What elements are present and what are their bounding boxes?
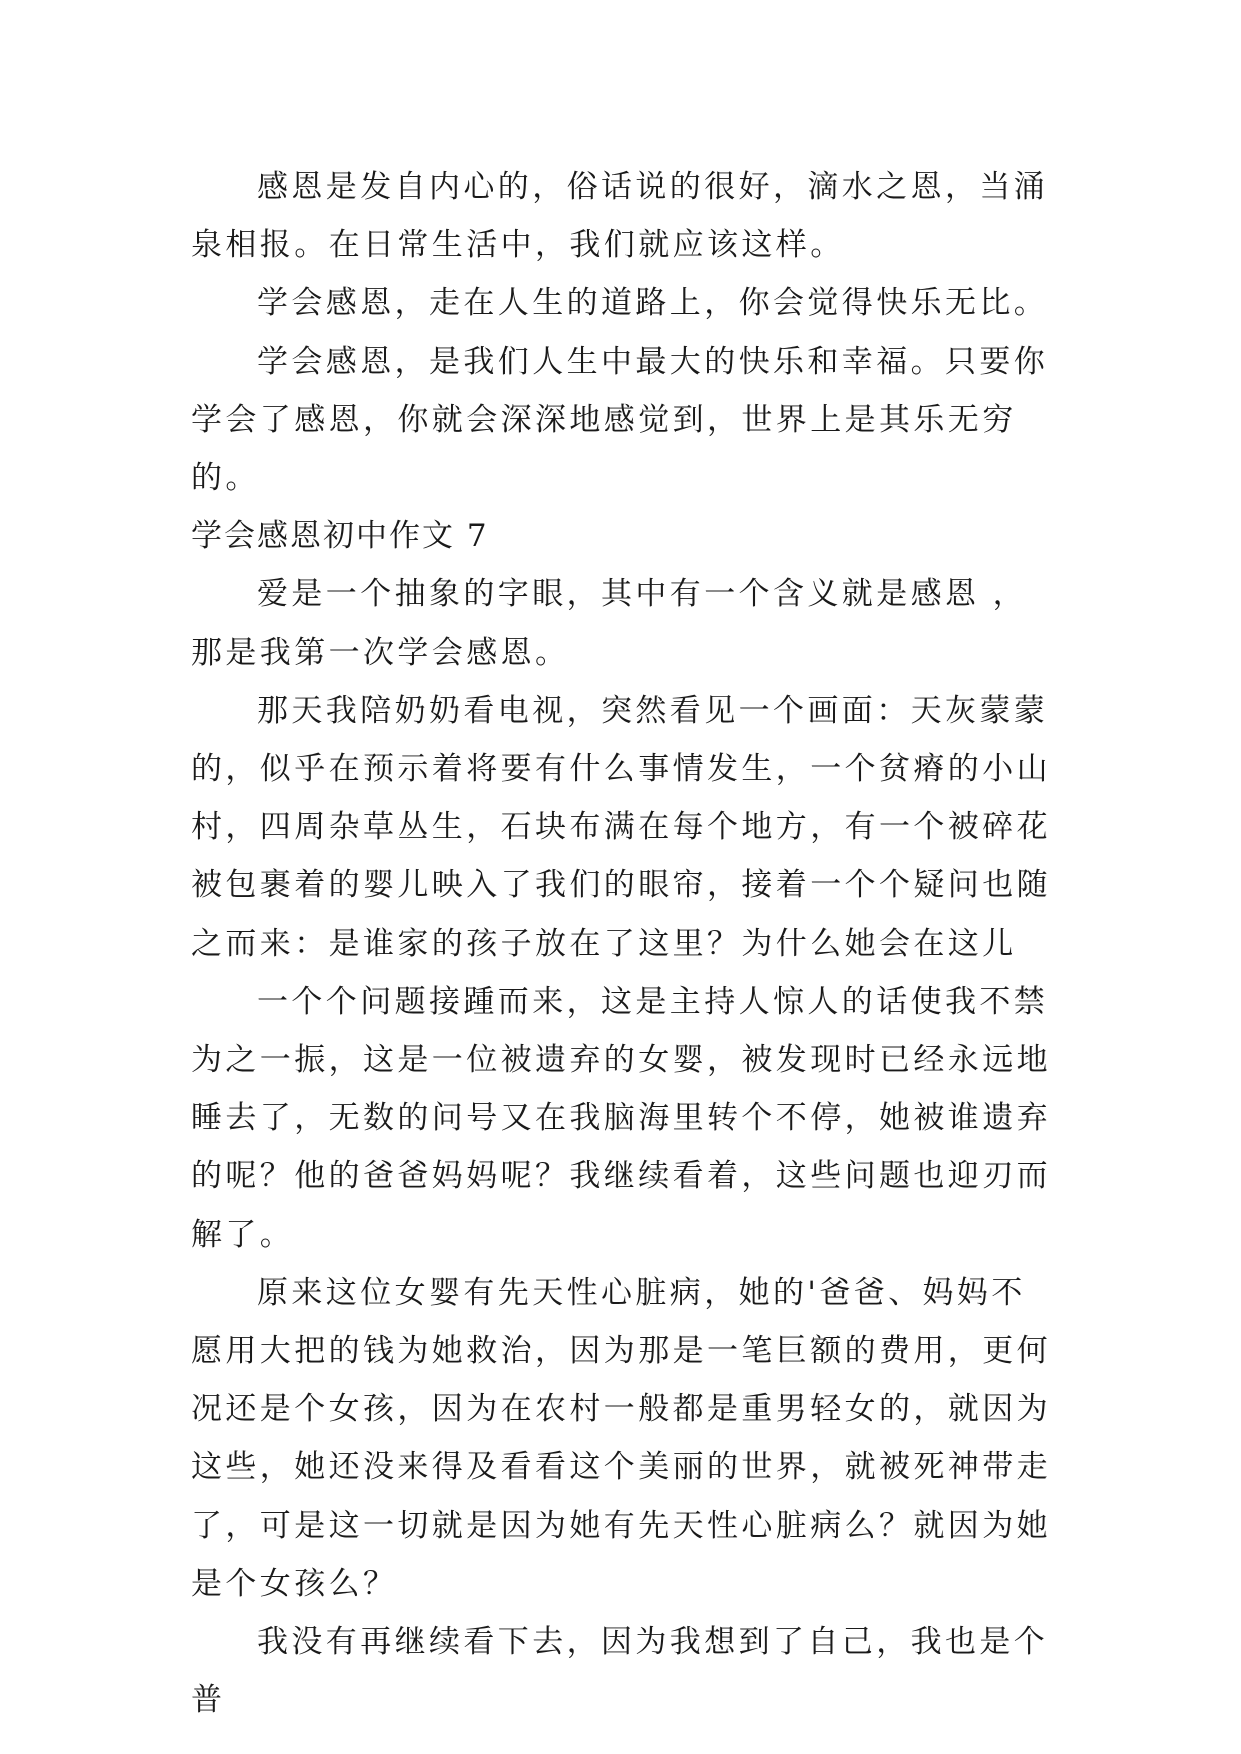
paragraph: 那天我陪奶奶看电视，突然看见一个画面：天灰蒙蒙的，似乎在预示着将要有什么事情发生，一个贫瘠的小山村，四周杂草丛生，石块布满在每个地方，有一个被碎花被包裹着的婴儿映入了我们的眼帘，接着一个个疑问也随之而来：是谁家的孩子放在了这里？为什么她会在这儿 xyxy=(191,692,1051,962)
paragraph: 原来这位女婴有先天性心脏病，她的'爸爸、妈妈不愿用大把的钱为她救治，因为那是一笔巨额的费用，更何况还是个女孩，因为在农村一般都是重男轻女的，就因为这些，她还没来得及看看这个美丽的世界，就被死神带走了，可是这一切就是因为她有先天性心脏病么？就因为她是个女孩么？ xyxy=(191,1274,1051,1602)
paragraph: 学会感恩，是我们人生中最大的快乐和幸福。只要你学会了感恩，你就会深深地感觉到，世界上是其乐无穷的。 xyxy=(191,343,1049,497)
essay-title: 学会感恩初中作文 7 xyxy=(191,518,489,555)
paragraph: 爱是一个抽象的字眼，其中有一个含义就是感恩 ，那是我第一次学会感恩。 xyxy=(191,576,1028,671)
paragraph: 学会感恩，走在人生的道路上，你会觉得快乐无比。 xyxy=(257,285,1049,322)
paragraph: 我没有再继续看下去，因为我想到了自己，我也是个普 xyxy=(191,1624,1049,1719)
essay-body xyxy=(191,158,1051,1729)
paragraph: 一个个问题接踵而来，这是主持人惊人的话使我不禁为之一振，这是一位被遗弃的女婴，被发现时已经永远地睡去了，无数的问号又在我脑海里转个不停，她被谁遗弃的呢？他的爸爸妈妈呢？我继续看着，这些问题也迎刃而解了。 xyxy=(191,983,1051,1253)
paragraph: 感恩是发自内心的，俗话说的很好，滴水之恩，当涌泉相报。在日常生活中，我们就应该这样。 xyxy=(191,169,1049,264)
